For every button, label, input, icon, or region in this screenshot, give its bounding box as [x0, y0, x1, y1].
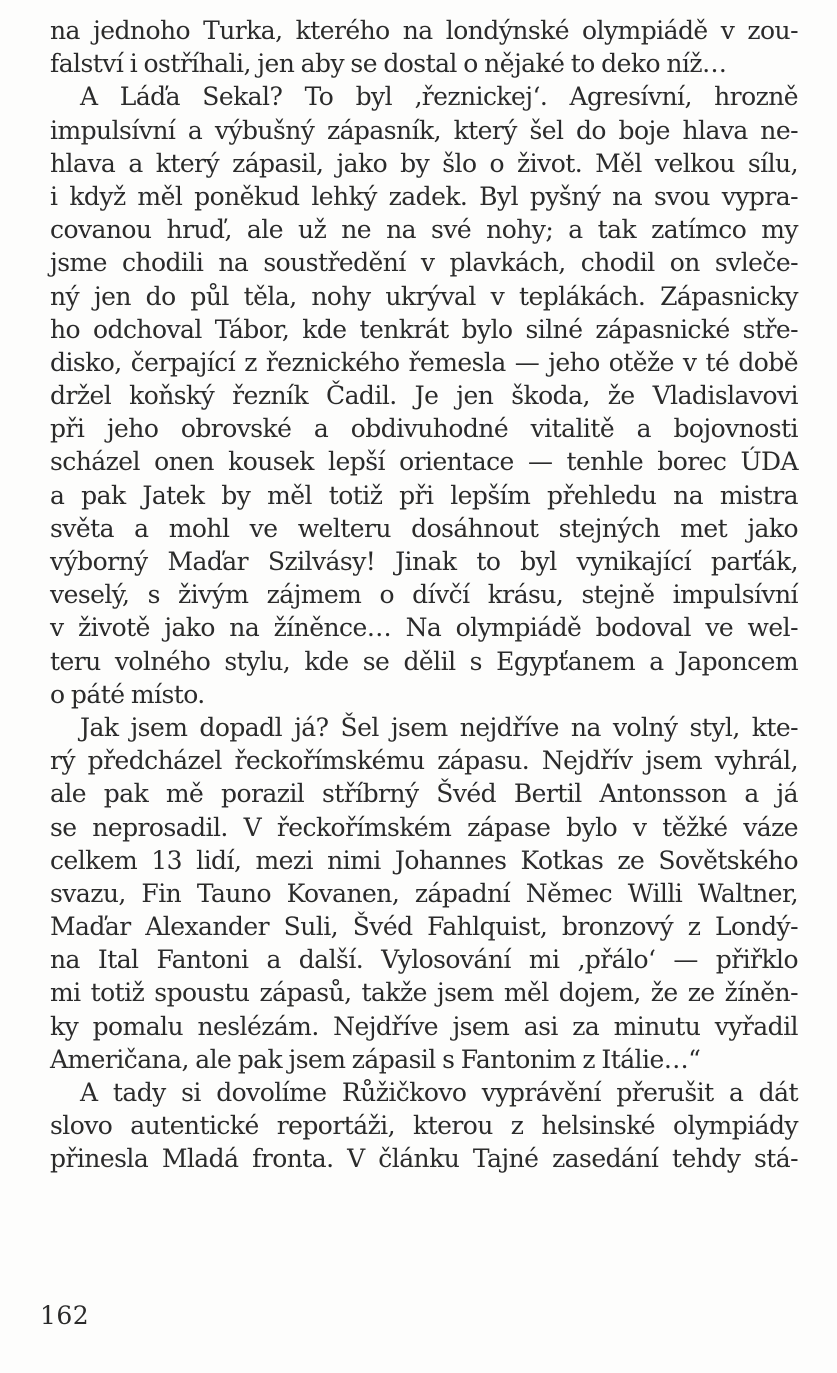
text-line: i když měl poněkud lehký zadek. Byl pyšný na svou vypra- — [50, 181, 798, 211]
text-line: celkem 13 lidí, mezi nimi Johannes Kotkas ze Sovětského — [50, 845, 798, 875]
text-line: Jak jsem dopadl já? Šel jsem nejdříve na volný styl, kte- — [80, 712, 798, 742]
text-line: mi totiž spoustu zápasů, takže jsem měl dojem, že ze žíněn- — [50, 978, 798, 1008]
text-line: falství i ostříhali, jen aby se dostal o nějaké to deko níž… — [50, 49, 727, 79]
text-line: světa a mohl ve welteru dosáhnout stejných met jako — [50, 513, 798, 543]
text-line: disko, čerpající z řeznického řemesla — jeho otěže v té době — [50, 347, 798, 377]
text-line: výborný Maďar Szilvásy! Jinak to byl vynikající parťák, — [50, 547, 798, 576]
text-line: A Láďa Sekal? To byl ‚řeznickej‘. Agresívní, hrozně — [80, 82, 798, 112]
text-line: ale pak mě porazil stříbrný Švéd Bertil Antonsson a já — [50, 779, 798, 809]
body-text — [50, 14, 798, 1176]
text-line: držel koňský řezník Čadil. Je jen škoda, že Vladislavovi — [50, 381, 798, 411]
text-line: veselý, s živým zájmem o dívčí krásu, stejně impulsívní — [50, 580, 798, 610]
text-line: na Ital Fantoni a další. Vylosování mi ‚přálo‘ — přiřklo — [50, 945, 798, 975]
text-line: se neprosadil. V řeckořímském zápase bylo v těžké váze — [50, 812, 798, 842]
text-line: teru volného stylu, kde se dělil s Egypťanem a Japoncem — [50, 646, 798, 676]
text-line: jsme chodili na soustředění v plavkách, chodil on svleče- — [50, 248, 798, 278]
text-line: na jednoho Turka, kterého na londýnské olympiádě v zou- — [50, 16, 798, 45]
text-line: ho odchoval Tábor, kde tenkrát bylo silné zápasnické stře- — [50, 314, 798, 344]
page-number: 162 — [40, 1301, 90, 1330]
text-line: ný jen do půl těla, nohy ukrýval v teplákách. Zápasnicky — [50, 281, 798, 311]
text-line: impulsívní a výbušný zápasník, který šel do boje hlava ne- — [50, 115, 798, 145]
text-line: při jeho obrovské a obdivuhodné vitalitě a bojovnosti — [50, 414, 798, 444]
text-line: svazu, Fin Tauno Kovanen, západní Němec Willi Waltner, — [50, 878, 798, 908]
text-line: scházel onen kousek lepší orientace — tenhle borec ÚDA — [50, 447, 798, 477]
text-line: slovo autentické reportáži, kterou z helsinské olympiády — [50, 1111, 798, 1141]
text-line: Maďar Alexander Suli, Švéd Fahlquist, bronzový z Londý- — [50, 912, 798, 942]
text-line: hlava a který zápasil, jako by šlo o život. Měl velkou sílu, — [50, 148, 798, 178]
text-line: ky pomalu neslézám. Nejdříve jsem asi za minutu vyřadil — [50, 1011, 798, 1041]
text-line: A tady si dovolíme Růžičkovo vyprávění přerušit a dát — [80, 1078, 798, 1107]
text-line: Američana, ale pak jsem zápasil s Fantonim z Itálie…“ — [50, 1044, 701, 1074]
text-line: o páté místo. — [50, 679, 205, 709]
text-line: a pak Jatek by měl totiž při lepším přehledu na mistra — [50, 480, 798, 510]
text-line: přinesla Mladá fronta. V článku Tajné zasedání tehdy stá- — [50, 1144, 798, 1174]
text-line: v životě jako na žíněnce… Na olympiádě bodoval ve wel- — [50, 613, 798, 643]
text-line: covanou hruď, ale už ne na své nohy; a tak zatímco my — [50, 215, 798, 245]
text-line: rý předcházel řeckořímskému zápasu. Nejdřív jsem vyhrál, — [50, 746, 798, 776]
